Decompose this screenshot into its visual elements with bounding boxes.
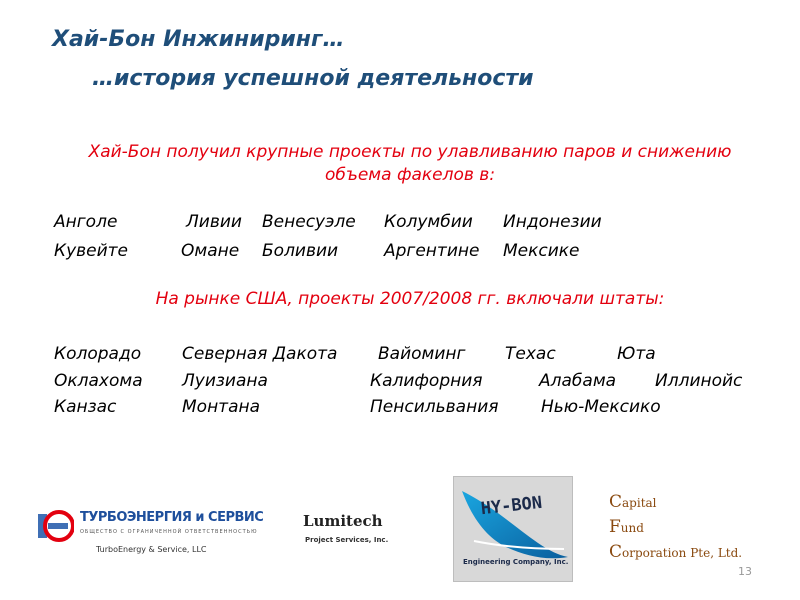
- lumitech-subtitle: Project Services, Inc.: [305, 536, 389, 544]
- turboenergy-caption: TurboEnergy & Service, LLC: [96, 545, 207, 554]
- state-r1-c3: Алабама: [539, 371, 617, 391]
- state-r2-c3: Нью-Мексико: [541, 397, 661, 417]
- slide-title-line-2: …история успешной деятельности: [92, 66, 534, 91]
- hybon-mark-text: HY-BON: [479, 492, 544, 520]
- hybon-logo: [453, 476, 573, 582]
- state-r0-c2: Вайоминг: [378, 344, 466, 364]
- country-r1-c3: Аргентине: [384, 241, 480, 261]
- country-r0-c4: Индонезии: [503, 212, 602, 232]
- country-r1-c1: Омане: [181, 241, 240, 261]
- intro-text: Хай-Бон получил крупные проекты по улавливанию паров и снижению объема факелов в:: [88, 142, 732, 185]
- state-r0-c1: Северная Дакота: [182, 344, 338, 364]
- state-r2-c0: Канзас: [54, 397, 117, 417]
- turboenergy-logo: [36, 504, 264, 564]
- state-r1-c4: Иллинойс: [655, 371, 743, 391]
- page-number: 13: [738, 565, 752, 578]
- turboenergy-mark-icon: [38, 508, 74, 544]
- country-r1-c0: Кувейте: [54, 241, 129, 261]
- state-r2-c2: Пенсильвания: [370, 397, 499, 417]
- capital-line-1: Capital: [609, 492, 657, 512]
- state-r2-c1: Монтана: [182, 397, 261, 417]
- turboenergy-tagline: ОБЩЕСТВО С ОГРАНИЧЕННОЙ ОТВЕТСТВЕННОСТЬЮ: [80, 529, 258, 535]
- turboenergy-name: ТУРБОЭНЕРГИЯ и СЕРВИС: [80, 510, 264, 525]
- country-r0-c2: Венесуэле: [262, 212, 356, 232]
- lumitech-logo: Lumitech: [303, 512, 383, 530]
- state-r0-c3: Техас: [505, 344, 556, 364]
- usa-projects-heading: На рынке США, проекты 2007/2008 гг. включали штаты:: [155, 289, 665, 309]
- state-r0-c4: Юта: [617, 344, 656, 364]
- capital-line-3: Corporation Pte, Ltd.: [609, 542, 743, 562]
- country-r1-c4: Мексике: [503, 241, 580, 261]
- state-r1-c2: Калифорния: [370, 371, 483, 391]
- state-r1-c1: Луизиана: [182, 371, 268, 391]
- country-r1-c2: Боливии: [262, 241, 339, 261]
- country-r0-c0: Анголе: [54, 212, 118, 232]
- country-r0-c3: Колумбии: [384, 212, 473, 232]
- slide-title-line-1: Хай-Бон Инжиниринг…: [52, 27, 345, 52]
- hybon-caption: Engineering Company, Inc.: [463, 558, 569, 566]
- capital-line-2: Fund: [609, 517, 644, 537]
- country-r0-c1: Ливии: [186, 212, 242, 232]
- state-r0-c0: Колорадо: [54, 344, 142, 364]
- state-r1-c0: Оклахома: [54, 371, 143, 391]
